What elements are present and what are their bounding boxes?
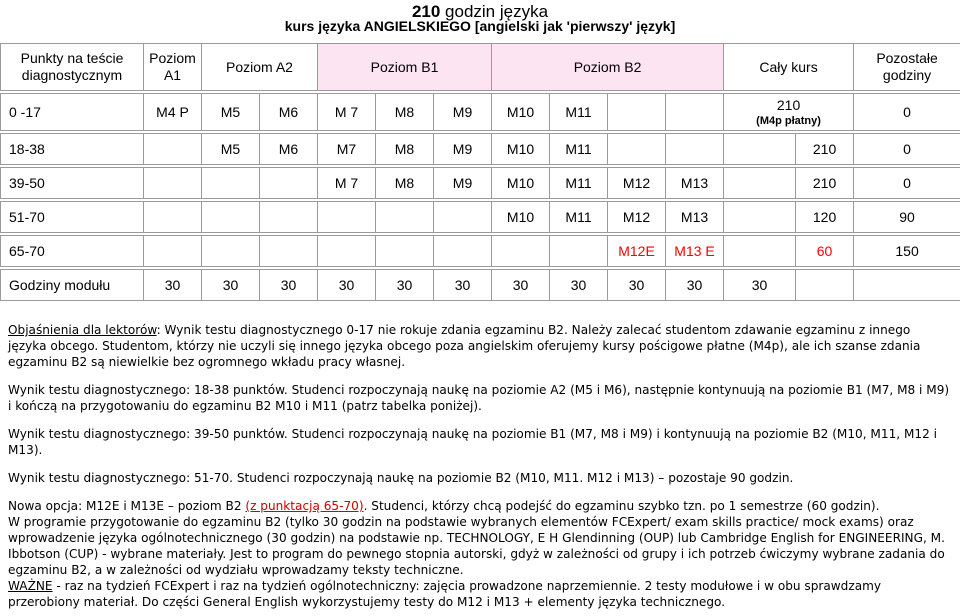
note-paragraph: Wynik testu diagnostycznego: 18-38 punktów. Studenci rozpoczynają naukę na poziomie A2 (M5 i M6), następnie kontynuują na poziomie B1 (M7, M8 i M9) i kończą na przygotowaniu do egzaminu B2 M10 i M11 (patrz tabelka poniżej).: [8, 383, 950, 413]
course-table: [0, 43, 960, 301]
cell-empty: [796, 270, 854, 301]
row-label-hours: Godziny modułu: [1, 270, 144, 301]
cell-total: 120: [796, 202, 854, 233]
header-rest: Pozostałe godziny: [854, 44, 960, 91]
cell-a1: [144, 236, 202, 267]
cell-rest: 0: [854, 134, 960, 165]
header-a1: Poziom A1: [144, 44, 202, 91]
cell-b2b: M11: [550, 168, 608, 199]
module-hours: 30: [724, 270, 796, 301]
module-hours: 30: [434, 270, 492, 301]
row-points: 65-70: [1, 236, 144, 267]
note-paragraph: Wynik testu diagnostycznego: 51-70. Studenci rozpoczynają naukę na poziomie B2 (M10, M11. M12 i M13) – pozostaje 90 godzin.: [8, 471, 794, 485]
cell-b2c: M12: [608, 202, 666, 233]
cell-b2d: M13: [666, 202, 724, 233]
module-hours: 30: [260, 270, 318, 301]
cell-b2d: M13: [666, 168, 724, 199]
cell-total: 60: [796, 236, 854, 267]
module-hours: 30: [550, 270, 608, 301]
cell-b2a: [492, 236, 550, 267]
header-a2: Poziom A2: [202, 44, 318, 91]
cell-b2a: M10: [492, 202, 550, 233]
table-header: [1, 44, 960, 91]
cell-b2b: M11: [550, 202, 608, 233]
cell-empty: [666, 134, 724, 165]
module-hours: 30: [492, 270, 550, 301]
cell-rest: 150: [854, 236, 960, 267]
header-b1: Poziom B1: [318, 44, 492, 91]
note-text: Nowa opcja: M12E i M13E – poziom B2: [8, 499, 246, 513]
cell-a2a: M5: [202, 134, 260, 165]
cell-b1a: M 7: [318, 168, 376, 199]
cell-empty: [724, 168, 796, 199]
cell-empty: [608, 134, 666, 165]
page-subtitle: kurs języka ANGIELSKIEGO [angielski jak 'pierwszy' język]: [284, 18, 676, 34]
cell-b1c: [434, 202, 492, 233]
total-note: (M4p płatny): [756, 115, 821, 127]
note-text: . Studenci, którzy chcą podejść do egzaminu szybko tzn. po 1 semestrze (60 godzin).: [363, 499, 880, 513]
cell-b1a: M7: [318, 134, 376, 165]
note-paragraph: Wynik testu diagnostycznego: 39-50 punktów. Studenci rozpoczynają naukę na poziomie B1 (M7, M8 i M9) i kontynuują na poziomie B2 (M10, M11, M12 i M13).: [8, 427, 937, 457]
cell-a2b: [260, 168, 318, 199]
cell-empty: [608, 94, 666, 131]
row-points: 51-70: [1, 202, 144, 233]
cell-a2a: [202, 168, 260, 199]
cell-b1c: M9: [434, 94, 492, 131]
cell-empty: [724, 236, 796, 267]
table-row: [1, 236, 960, 267]
cell-b1a: [318, 236, 376, 267]
cell-b1b: [376, 236, 434, 267]
cell-b1b: [376, 202, 434, 233]
cell-rest: 0: [854, 94, 960, 131]
important-label: WAŻNE: [8, 579, 53, 593]
cell-b2b: [550, 236, 608, 267]
row-points: 18-38: [1, 134, 144, 165]
cell-b2b: M11: [550, 134, 608, 165]
cell-b2c: M12: [608, 168, 666, 199]
table-row: [1, 202, 960, 233]
cell-b1c: M9: [434, 168, 492, 199]
cell-a2b: M6: [260, 94, 318, 131]
cell-a2a: M5: [202, 94, 260, 131]
header-b2: Poziom B2: [492, 44, 724, 91]
cell-b1a: M 7: [318, 94, 376, 131]
note-paragraph: W programie przygotowanie do egzaminu B2 (tylko 30 godzin na podstawie wybranych elementów FCExpert/ exam skills practice/ mock exams) oraz wprowadzenie języka ogólnotechnicznego (30 godzin) na podstawie np. TECHNOLOGY, E H Glendinning (OUP) lub Cambridge English for ENGINEERING, M. Ibbotson (CUP) - wybrane materiały. Jest to program do pewnego stopnia autorski, gdyż w zależności od grupy i ich potrzeb ćwiczymy wybrane zadania do egzaminu B2, a w zależności od wydziału wprowadzamy teksty techniczne.: [8, 515, 945, 577]
table-row: [1, 134, 960, 165]
module-hours: 30: [376, 270, 434, 301]
header-points: Punkty na teście diagnostycznym: [1, 44, 144, 91]
module-hours: 30: [318, 270, 376, 301]
cell-empty: [724, 202, 796, 233]
cell-a2a: [202, 202, 260, 233]
note-paragraph: [8, 578, 952, 610]
row-points: 0 -17: [1, 94, 144, 131]
cell-total: [724, 94, 854, 131]
cell-a1: [144, 134, 202, 165]
table-row: [1, 168, 960, 199]
total-value: 210: [776, 97, 801, 113]
cell-rest: 90: [854, 202, 960, 233]
cell-rest: 0: [854, 168, 960, 199]
cell-b1c: [434, 236, 492, 267]
cell-a1: [144, 202, 202, 233]
cell-b1b: M8: [376, 134, 434, 165]
module-hours: 30: [608, 270, 666, 301]
cell-a2a: [202, 236, 260, 267]
cell-a2b: [260, 236, 318, 267]
cell-b2b: M11: [550, 94, 608, 131]
cell-b2d: M13 E: [666, 236, 724, 267]
cell-a1: M4 P: [144, 94, 202, 131]
note-text: - raz na tydzień FCExpert i raz na tydzień ogólnotechniczny: zajęcia prowadzone naprzemiennie. 2 testy modułowe i w obu sprawdzamy przerobiony materiał. Do części General English wykorzystujemy testy do M12 i M13 + elementy języka technicznego.: [8, 579, 882, 609]
cell-b1c: M9: [434, 134, 492, 165]
cell-a2b: [260, 202, 318, 233]
notes-label: Objaśnienia dla lektorów: [8, 323, 157, 337]
cell-b2a: M10: [492, 94, 550, 131]
module-hours: 30: [666, 270, 724, 301]
cell-b2c: M12E: [608, 236, 666, 267]
title-rest: godzin języka: [440, 2, 549, 21]
table-row: [1, 270, 960, 301]
score-link[interactable]: (z punktacją 65-70): [245, 499, 364, 513]
cell-a1: [144, 168, 202, 199]
module-hours: 30: [144, 270, 202, 301]
cell-a2b: M6: [260, 134, 318, 165]
notes-section: [8, 322, 952, 610]
title-hours: 210: [411, 2, 441, 21]
cell-total: 210: [796, 134, 854, 165]
cell-b1a: [318, 202, 376, 233]
cell-b1b: M8: [376, 94, 434, 131]
row-points: 39-50: [1, 168, 144, 199]
cell-total: 210: [796, 168, 854, 199]
cell-b2a: M10: [492, 134, 550, 165]
note-text: : Wynik testu diagnostycznego 0-17 nie rokuje zdania egzaminu B2. Należy zalecać studentom zdawanie egzaminu z innego języka obcego. Studentom, którzy nie uczyli się innego języka obcego poza angielskim oferujemy kursy pościgowe płatne (M4p), ale ich szanse zdania egzaminu B2 są niewielkie bez ogromnego wkładu pracy własnej.: [8, 323, 921, 369]
module-hours: 30: [202, 270, 260, 301]
cell-empty: [854, 270, 960, 301]
cell-b1b: M8: [376, 168, 434, 199]
note-paragraph: [8, 498, 952, 514]
cell-empty: [666, 94, 724, 131]
cell-empty: [724, 134, 796, 165]
header-total: Cały kurs: [724, 44, 854, 91]
cell-b2a: M10: [492, 168, 550, 199]
note-paragraph: [8, 322, 952, 370]
table-row: [1, 94, 960, 131]
